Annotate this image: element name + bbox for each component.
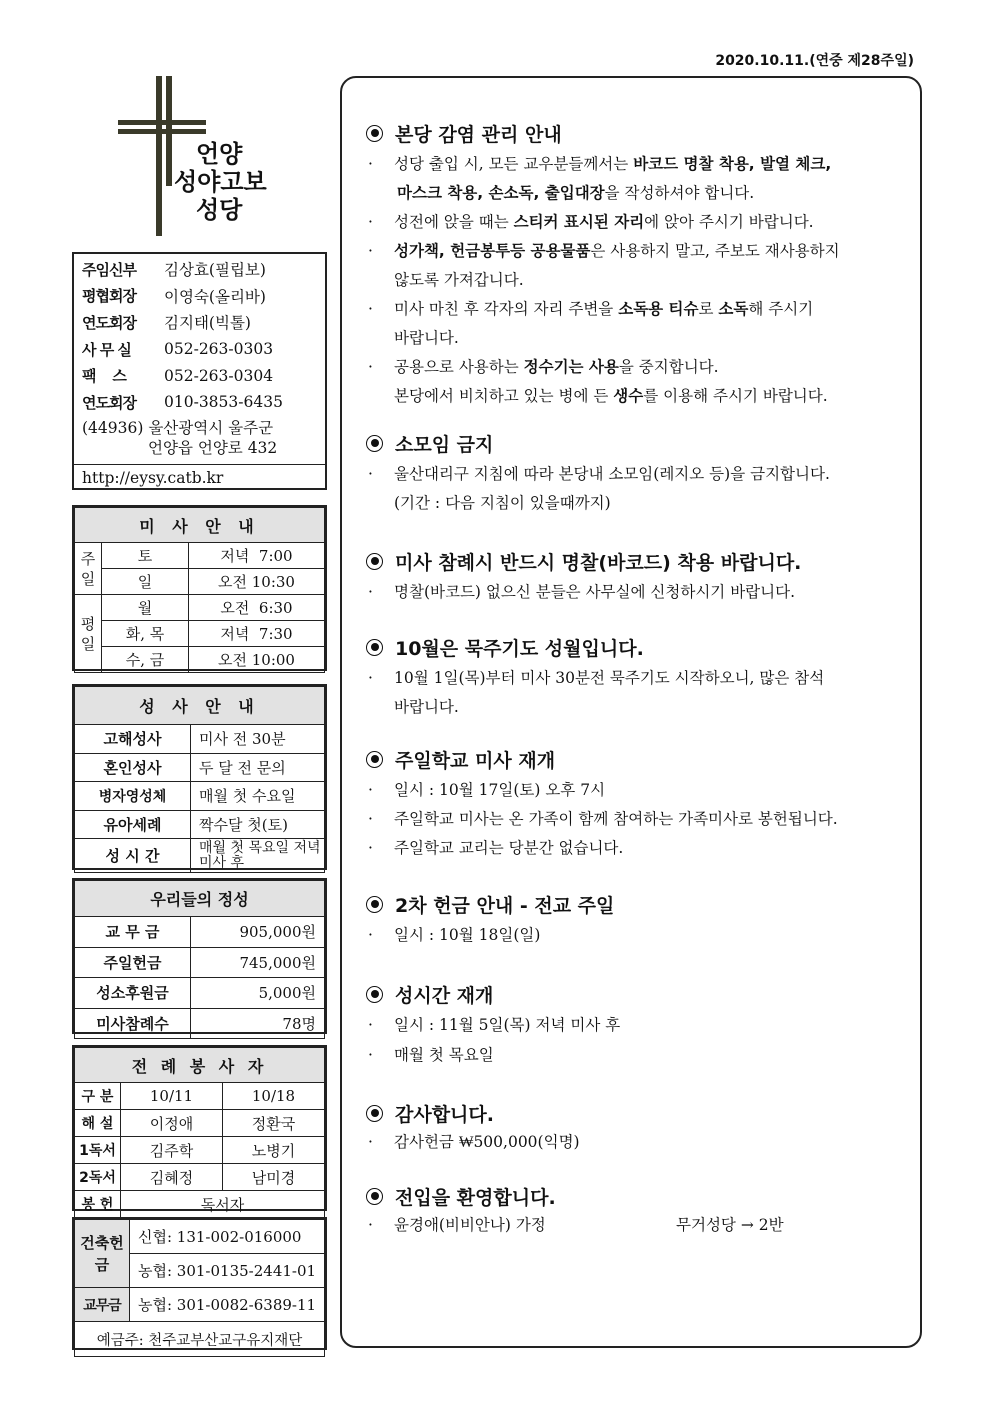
section-title: 감사합니다. (395, 1103, 494, 1126)
church-info-box (72, 252, 327, 490)
info-row (82, 283, 317, 310)
sacrament-name: 유아세례 (75, 810, 191, 839)
section-title: 소모임 금지 (395, 433, 494, 456)
mass-time: 저녁 7:00 (189, 543, 325, 569)
liturgy-date: 10/11 (121, 1083, 223, 1110)
offering-label: 성소후원금 (75, 978, 191, 1009)
circle-bullet-icon (366, 1105, 383, 1122)
sacrament-table (74, 686, 325, 873)
list-item: · 일시 : 10월 18일(일) (368, 926, 541, 944)
offering-label: 교 무 금 (75, 917, 191, 948)
list-item: · 울산대리구 지침에 따라 본당내 소모임(레지오 등)을 금지합니다. (368, 465, 830, 483)
mass-day: 월 (102, 595, 189, 621)
table-row (75, 839, 325, 873)
sacrament-box (72, 684, 327, 870)
liturgy-person: 김혜정 (121, 1164, 223, 1191)
table-row (75, 595, 325, 621)
circle-bullet-icon (366, 896, 383, 913)
info-label: 팩 스 (82, 367, 126, 386)
section-small-group-ban (366, 430, 911, 517)
website-link[interactable]: http://eysy.catb.kr (74, 464, 325, 487)
table-row (75, 1083, 325, 1110)
section-title: 2차 헌금 안내 - 전교 주일 (395, 894, 615, 917)
bulletin-date: 2020.10.11.(연중 제28주일) (715, 53, 914, 69)
mass-day: 수, 금 (102, 647, 189, 673)
circle-bullet-icon (366, 986, 383, 1003)
liturgy-role: 해 설 (75, 1110, 121, 1137)
sacrament-name: 병자영성체 (75, 782, 191, 811)
list-item: 본당에서 비치하고 있는 병에 든 생수를 이용해 주시기 바랍니다. (394, 387, 828, 405)
list-item: · 공용으로 사용하는 정수기는 사용을 중지합니다. (368, 358, 719, 376)
sacrament-time: 매월 첫 수요일 (191, 782, 325, 811)
table-row (75, 753, 325, 782)
info-value: 052-263-0303 (164, 340, 274, 359)
liturgy-role: 1독서 (75, 1137, 121, 1164)
info-label: 연도회장 (82, 393, 136, 412)
table-row (75, 543, 325, 569)
mass-day: 일 (102, 569, 189, 595)
section-sunday-school (366, 746, 911, 862)
table-row (75, 621, 325, 647)
liturgy-person: 김주학 (121, 1137, 223, 1164)
list-item: · 감사헌금 ₩500,000(익명) (368, 1133, 580, 1151)
circle-bullet-icon (366, 1188, 383, 1205)
section-holy-hour (366, 981, 911, 1069)
table-row (75, 569, 325, 595)
building-fund-label: 건축헌금 (75, 1220, 130, 1288)
offering-amount: 5,000원 (191, 978, 325, 1009)
address-line2: 언양읍 언양로 432 (148, 438, 278, 457)
liturgy-person: 정환국 (223, 1110, 325, 1137)
sacrament-title: 성 사 안 내 (75, 687, 325, 725)
sacrament-time: 미사 전 30분 (191, 725, 325, 754)
table-row (75, 725, 325, 754)
mass-schedule-title: 미 사 안 내 (75, 508, 325, 543)
table-row (75, 947, 325, 978)
list-item: · 주일학교 교리는 당분간 없습니다. (368, 839, 624, 857)
table-row (75, 810, 325, 839)
list-item: · 10월 1일(목)부터 미사 30분전 묵주기도 시작하오니, 많은 참석 (368, 669, 825, 687)
table-row (75, 647, 325, 673)
list-item: · 성전에 앉을 때는 스티커 표시된 자리에 앉아 주시기 바랍니다. (368, 213, 814, 231)
liturgy-date: 10/18 (223, 1083, 325, 1110)
bank-accounts-box (72, 1217, 327, 1350)
church-name-line1: 언양 (196, 140, 243, 168)
table-row (75, 1191, 325, 1218)
circle-bullet-icon (366, 553, 383, 570)
church-name-line3: 성당 (196, 196, 243, 224)
weekday-label: 평일 (75, 595, 102, 673)
liturgy-role: 봉 헌 (75, 1191, 121, 1218)
liturgy-servers-table (74, 1047, 325, 1218)
offering-label: 미사참례수 (75, 1008, 191, 1039)
account-number: 농협: 301-0082-6389-11 (130, 1288, 325, 1322)
offering-title: 우리들의 정성 (75, 881, 325, 917)
section-title: 성시간 재개 (395, 984, 494, 1007)
circle-bullet-icon (366, 125, 383, 142)
offering-table (74, 880, 325, 1039)
mass-time: 저녁 7:30 (189, 621, 325, 647)
list-item: · 매월 첫 목요일 (368, 1046, 494, 1064)
list-item: · 일시 : 10월 17일(토) 오후 7시 (368, 781, 606, 799)
church-name (166, 140, 267, 224)
table-row (75, 782, 325, 811)
table-row (75, 1164, 325, 1191)
section-second-collection (366, 891, 911, 949)
list-item: · 미사 마친 후 각자의 자리 주변을 소독용 티슈로 소독해 주시기 (368, 300, 814, 318)
info-value: 이영숙(올리바) (164, 287, 266, 306)
list-item: (기간 : 다음 지침이 있을때까지) (394, 494, 611, 512)
list-item: 바랍니다. (394, 329, 459, 347)
list-item: 바랍니다. (394, 698, 459, 716)
sacrament-time: 두 달 전 문의 (191, 753, 325, 782)
liturgy-role: 2독서 (75, 1164, 121, 1191)
section-title: 본당 감염 관리 안내 (395, 123, 562, 146)
offering-amount: 905,000원 (191, 917, 325, 948)
circle-bullet-icon (366, 751, 383, 768)
list-item: · 성당 출입 시, 모든 교우분들께서는 바코드 명찰 착용, 발열 체크, (368, 155, 832, 173)
table-row (75, 1110, 325, 1137)
table-row (75, 1322, 325, 1357)
list-item: · 주일학교 미사는 온 가족이 함께 참여하는 가족미사로 봉헌됩니다. (368, 810, 838, 828)
list-item: · 성가책, 헌금봉투등 공용물품은 사용하지 말고, 주보도 재사용하지 (368, 242, 840, 260)
list-item: 마스크 착용, 손소독, 출입대장을 작성하셔야 합니다. (397, 184, 755, 202)
offering-amount: 745,000원 (191, 947, 325, 978)
account-number: 신협: 131-002-016000 (130, 1220, 325, 1254)
account-number: 농협: 301-0135-2441-01 (130, 1254, 325, 1288)
mass-schedule-box (72, 505, 327, 671)
sacrament-name: 혼인성사 (75, 753, 191, 782)
info-label: 연도회장 (82, 313, 136, 332)
info-row (82, 256, 317, 283)
circle-bullet-icon (366, 639, 383, 656)
mass-schedule-table (74, 507, 325, 673)
liturgy-person: 남미경 (223, 1164, 325, 1191)
sacrament-name: 성 시 간 (75, 839, 191, 873)
liturgy-person: 이정애 (121, 1110, 223, 1137)
section-title: 10월은 묵주기도 성월입니다. (395, 637, 644, 660)
liturgy-role: 구 분 (75, 1083, 121, 1110)
info-label: 사 무 실 (82, 340, 131, 359)
mass-time: 오전 10:30 (189, 569, 325, 595)
address-line1: (44936) 울산광역시 울주군 (82, 418, 274, 437)
announcements-panel (340, 76, 922, 1348)
table-row (75, 917, 325, 948)
info-value: 010-3853-6435 (164, 393, 283, 412)
info-label: 평협회장 (82, 287, 136, 306)
section-thanks (366, 1100, 911, 1156)
info-row (82, 389, 317, 416)
info-value: 김지태(빅톨) (164, 314, 251, 333)
church-name-line2: 성야고보 (174, 168, 267, 196)
offering-box (72, 878, 327, 1034)
table-row (75, 1220, 325, 1254)
mass-time: 오전 6:30 (189, 595, 325, 621)
sacrament-time: 매월 첫 목요일 저녁미사 후 (191, 839, 325, 873)
table-row (75, 1008, 325, 1039)
sacrament-name: 고해성사 (75, 725, 191, 754)
mass-time: 오전 10:00 (189, 647, 325, 673)
list-item: 않도록 가져갑니다. (394, 271, 524, 289)
info-value: 052-263-0304 (164, 366, 274, 385)
circle-bullet-icon (366, 435, 383, 452)
info-row (82, 309, 317, 336)
section-title: 주일학교 미사 재개 (395, 749, 556, 772)
liturgy-person: 노병기 (223, 1137, 325, 1164)
sunday-label: 주일 (75, 543, 102, 595)
table-row (75, 1137, 325, 1164)
list-item: · 명찰(바코드) 없으신 분들은 사무실에 신청하시기 바랍니다. (368, 583, 796, 601)
list-item: · 일시 : 11월 5일(목) 저녁 미사 후 (368, 1016, 621, 1034)
table-row (75, 978, 325, 1009)
section-title: 미사 참례시 반드시 명찰(바코드) 착용 바랍니다. (395, 551, 802, 574)
tithe-label: 교무금 (75, 1288, 130, 1322)
liturgy-servers-box (72, 1045, 327, 1214)
address (82, 418, 317, 458)
info-label: 주임신부 (82, 260, 136, 279)
section-infection-control (366, 120, 911, 410)
section-welcome (366, 1183, 911, 1239)
mass-day: 화, 목 (102, 621, 189, 647)
offering-amount: 78명 (191, 1008, 325, 1039)
table-row (75, 1288, 325, 1322)
info-value: 김상효(필립보) (164, 261, 266, 280)
bank-accounts-table (74, 1219, 325, 1357)
section-rosary-month (366, 634, 911, 721)
sacrament-time: 짝수달 첫(토) (191, 810, 325, 839)
account-holder: 예금주: 천주교부산교구유지재단 (75, 1322, 325, 1357)
offering-label: 주일헌금 (75, 947, 191, 978)
liturgy-person: 독서자 (121, 1191, 325, 1218)
mass-day: 토 (102, 543, 189, 569)
liturgy-title: 전 례 봉 사 자 (75, 1048, 325, 1083)
section-title: 전입을 환영합니다. (395, 1186, 556, 1209)
section-name-tag (366, 548, 911, 606)
info-row (82, 336, 317, 363)
info-row (82, 362, 317, 389)
list-item: · 윤경애(비비안나) 가정 무거성당 → 2반 (368, 1216, 784, 1234)
